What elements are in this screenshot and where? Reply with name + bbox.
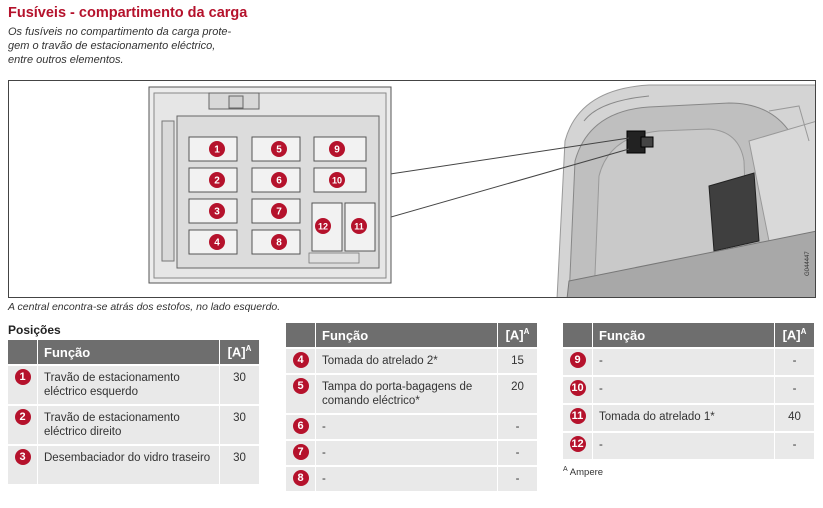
fuse-marker-10 (329, 172, 345, 188)
fuse-amp: 30 (220, 444, 259, 484)
fuse-function: Tomada do atrelado 1* (593, 403, 775, 431)
svg-text:9: 9 (334, 144, 340, 156)
svg-text:11: 11 (354, 221, 364, 232)
fuse-box-diagram (9, 81, 816, 298)
fuse-amp: 20 (498, 373, 537, 413)
table-row (286, 347, 537, 373)
fuse-function: Travão de estacionamento eléctrico direito (38, 404, 220, 444)
table-row (286, 439, 537, 465)
table-row (563, 347, 814, 375)
fuse-amp: - (775, 375, 814, 403)
trunk-illustration (557, 85, 816, 298)
fuse-number-badge: 8 (293, 470, 309, 486)
intro-line: gem o travão de estacionamento eléctrico, (8, 40, 216, 52)
fuse-number-badge: 4 (293, 352, 309, 368)
fuse-function: - (316, 413, 498, 439)
fuse-box-illustration (8, 80, 816, 298)
fuse-amp: 40 (775, 403, 814, 431)
fuse-number-badge: 1 (15, 369, 31, 385)
table-row (8, 404, 259, 444)
footnote-text: Ampere (569, 467, 604, 479)
col-function: Função (316, 323, 498, 347)
fuse-number-badge: 3 (15, 449, 31, 465)
intro-line: Os fusíveis no compartimento da carga prote- (8, 26, 232, 38)
intro-text (8, 25, 278, 67)
footnote-mark: A (563, 466, 568, 473)
table-header (286, 323, 537, 347)
table-row (563, 375, 814, 403)
svg-text:5: 5 (276, 144, 282, 156)
table-row (286, 373, 537, 413)
fuse-amp: - (775, 347, 814, 375)
fuse-number-badge: 6 (293, 418, 309, 434)
fuse-marker-1 (209, 141, 225, 157)
fuse-function: Travão de estacionamento eléctrico esquerdo (38, 364, 220, 404)
positions-label: Posições (8, 323, 61, 337)
col-num (563, 323, 593, 347)
col-function: Função (38, 340, 220, 364)
fuse-function: Tampa do porta-bagagens de comando eléctrico* (316, 373, 498, 413)
fuse-marker-5 (271, 141, 287, 157)
fuse-box (149, 87, 391, 283)
table-row (8, 364, 259, 404)
fuse-amp: - (498, 465, 537, 491)
fuse-amp: 15 (498, 347, 537, 373)
intro-line: entre outros elementos. (8, 54, 124, 66)
fuse-marker-4 (209, 234, 225, 250)
svg-text:2: 2 (214, 175, 220, 187)
table-header (8, 340, 259, 364)
fuse-number-badge: 5 (293, 378, 309, 394)
fuse-marker-9 (329, 141, 345, 157)
fuse-table-3 (563, 323, 814, 459)
footnote (563, 466, 603, 478)
col-amp: $[A]^A$ (775, 323, 814, 347)
fuse-number-badge: 2 (15, 409, 31, 425)
svg-text:3: 3 (214, 206, 220, 218)
fuse-number-badge: 9 (570, 352, 586, 368)
fuse-function: - (593, 431, 775, 459)
fuse-table-1 (8, 340, 259, 484)
fuse-function: - (593, 375, 775, 403)
fuse-table-2 (286, 323, 537, 491)
fuse-amp: - (775, 431, 814, 459)
figure-caption: A central encontra-se atrás dos estofos, no lado esquerdo. (8, 301, 281, 313)
fuse-amp: 30 (220, 364, 259, 404)
fuse-function: Desembaciador do vidro traseiro (38, 444, 220, 484)
col-function: Função (593, 323, 775, 347)
page-title: Fusíveis - compartimento da carga (8, 5, 248, 21)
svg-text:7: 7 (276, 206, 282, 218)
col-amp: $[A]^A$ (498, 323, 537, 347)
svg-text:10: 10 (331, 175, 343, 186)
fuse-function: - (316, 439, 498, 465)
fuse-number-badge: 7 (293, 444, 309, 460)
col-num (286, 323, 316, 347)
table-row (8, 444, 259, 484)
fuse-marker-11 (351, 218, 367, 234)
table-row (563, 431, 814, 459)
figure-code: G044447 (805, 251, 811, 276)
table-row (286, 413, 537, 439)
fuse-function: - (316, 465, 498, 491)
fuse-marker-2 (209, 172, 225, 188)
fuse-marker-8 (271, 234, 287, 250)
table-header (563, 323, 814, 347)
fuse-marker-7 (271, 203, 287, 219)
svg-text:8: 8 (276, 237, 282, 249)
fuse-number-badge: 10 (571, 382, 584, 394)
svg-text:1: 1 (214, 144, 220, 156)
col-num (8, 340, 38, 364)
fuse-number-badge: 12 (571, 438, 584, 450)
fuse-marker-3 (209, 203, 225, 219)
fuse-amp: - (498, 413, 537, 439)
table-row (563, 403, 814, 431)
fuse-marker-12 (315, 218, 331, 234)
svg-text:12: 12 (317, 221, 329, 232)
fuse-amp: 30 (220, 404, 259, 444)
svg-text:4: 4 (214, 237, 220, 249)
fuse-number-badge: 11 (570, 408, 586, 424)
table-row (286, 465, 537, 491)
fuse-marker-6 (271, 172, 287, 188)
svg-text:6: 6 (276, 175, 282, 187)
fuse-amp: - (498, 439, 537, 465)
col-amp: $[A]^A$ (220, 340, 259, 364)
fuse-function: Tomada do atrelado 2* (316, 347, 498, 373)
fuse-function: - (593, 347, 775, 375)
